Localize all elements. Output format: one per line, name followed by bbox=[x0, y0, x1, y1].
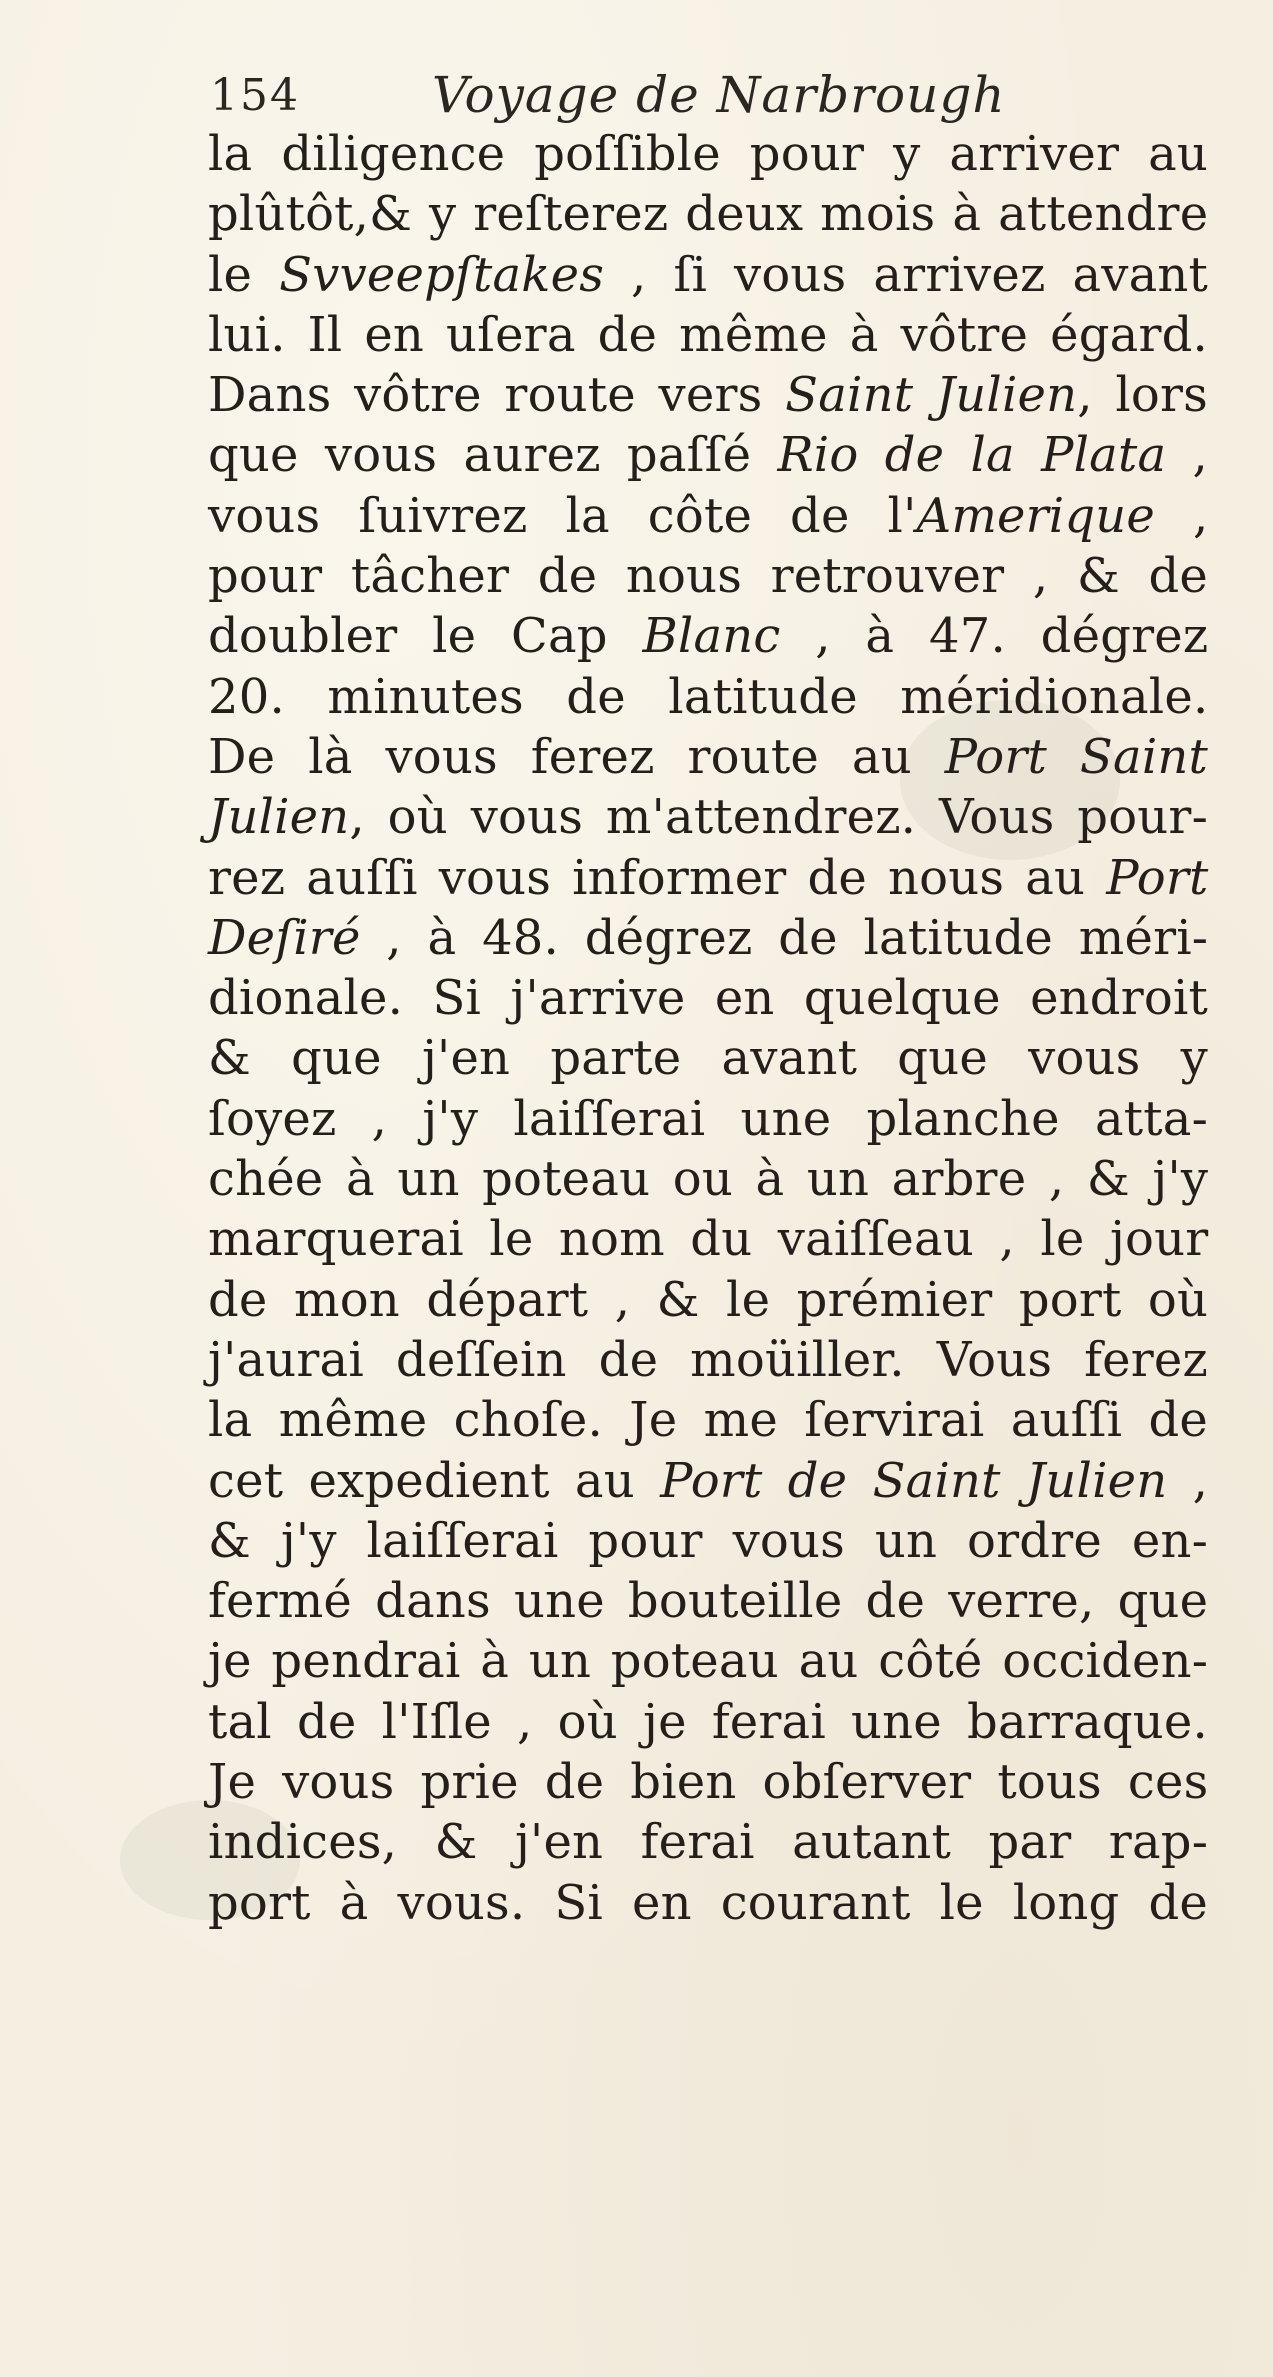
text-segment: que vous aurez paſſé bbox=[208, 427, 778, 484]
text-line bbox=[208, 1028, 1208, 1088]
text-segment: Dans vôtre route vers bbox=[208, 367, 786, 424]
text-line bbox=[208, 305, 1208, 365]
text-segment: Je vous prie de bien obſerver tous ces bbox=[208, 1754, 1209, 1811]
text-line bbox=[208, 908, 1208, 968]
italic-segment: Port bbox=[1106, 849, 1209, 906]
text-segment: rez auſſi vous informer de nous au bbox=[208, 849, 1107, 906]
text-segment: ſoyez , j'y laiſſerai une planche atta- bbox=[208, 1090, 1208, 1147]
text-line bbox=[208, 1451, 1208, 1511]
italic-segment: Port de Saint Julien bbox=[660, 1452, 1168, 1509]
body-text bbox=[208, 124, 1208, 1933]
text-segment: , où vous m'attendrez. Vous pour- bbox=[349, 789, 1208, 846]
text-line bbox=[208, 1812, 1208, 1872]
text-segment: j'aurai deſſein de moüiller. Vous ferez bbox=[208, 1331, 1208, 1388]
text-segment: cet expedient au bbox=[208, 1452, 661, 1509]
text-line bbox=[208, 1692, 1208, 1752]
text-segment: , bbox=[1167, 1452, 1209, 1509]
text-line bbox=[208, 667, 1208, 727]
text-line bbox=[208, 1089, 1208, 1149]
text-segment: le bbox=[208, 246, 280, 303]
text-segment: doubler le Cap bbox=[208, 608, 643, 665]
text-line bbox=[208, 727, 1208, 787]
italic-segment: Port Saint bbox=[944, 728, 1208, 785]
text-segment: De là vous ferez route au bbox=[208, 728, 945, 785]
text-segment: dionale. Si j'arrive en quelque endroit bbox=[208, 970, 1208, 1027]
text-line bbox=[208, 968, 1208, 1028]
text-line bbox=[208, 425, 1208, 485]
text-segment: je pendrai à un poteau au côté occiden- bbox=[208, 1633, 1209, 1690]
text-segment: 20. minutes de latitude méridionale. bbox=[208, 668, 1209, 725]
text-segment: , à 48. dégrez de latitude méri- bbox=[360, 909, 1209, 966]
text-segment: , ſi vous arrivez avant bbox=[604, 246, 1208, 303]
text-line bbox=[208, 1330, 1208, 1390]
text-segment: vous ſuivrez la côte de l' bbox=[208, 487, 917, 544]
text-line bbox=[208, 1209, 1208, 1269]
italic-segment: Saint Julien bbox=[785, 367, 1078, 424]
text-segment: , lors bbox=[1077, 367, 1208, 424]
text-line bbox=[208, 546, 1208, 606]
text-line bbox=[208, 1270, 1208, 1330]
text-segment: tal de l'Iſle , où je ferai une barraque. bbox=[208, 1693, 1208, 1750]
text-line bbox=[208, 124, 1208, 184]
text-segment: , bbox=[1155, 487, 1209, 544]
text-line bbox=[208, 606, 1208, 666]
running-title: Voyage de Narbrough bbox=[432, 66, 1006, 124]
page-number: 154 bbox=[210, 70, 300, 121]
italic-segment: Svveepſtakes bbox=[279, 246, 605, 303]
text-segment: plûtôt,& y reſterez deux mois à attendre bbox=[208, 186, 1209, 243]
text-line bbox=[208, 787, 1208, 847]
text-segment: pour tâcher de nous retrouver , & de bbox=[208, 548, 1209, 605]
text-line bbox=[208, 848, 1208, 908]
text-segment: port à vous. Si en courant le long de bbox=[208, 1874, 1208, 1931]
text-segment: , à 47. dégrez bbox=[780, 608, 1209, 665]
text-line bbox=[208, 1873, 1208, 1933]
text-line bbox=[208, 1752, 1208, 1812]
text-line bbox=[208, 1149, 1208, 1209]
text-line bbox=[208, 1571, 1208, 1631]
text-segment: chée à un poteau ou à un arbre , & j'y bbox=[208, 1151, 1209, 1208]
text-segment: indices, & j'en ferai autant par rap- bbox=[208, 1814, 1209, 1871]
italic-segment: Amerique bbox=[916, 487, 1155, 544]
text-line bbox=[208, 365, 1208, 425]
text-segment: fermé dans une bouteille de verre, que bbox=[208, 1573, 1209, 1630]
italic-segment: Blanc bbox=[642, 608, 781, 665]
text-line bbox=[208, 1390, 1208, 1450]
text-segment: lui. Il en uſera de même à vôtre égard. bbox=[208, 306, 1208, 363]
text-line bbox=[208, 1631, 1208, 1691]
italic-segment: Rio de la Plata bbox=[777, 427, 1167, 484]
text-segment: marquerai le nom du vaiſſeau , le jour bbox=[208, 1211, 1209, 1268]
text-line bbox=[208, 245, 1208, 305]
text-segment: & j'y laiſſerai pour vous un ordre en- bbox=[208, 1512, 1208, 1569]
text-segment: de mon départ , & le prémier port où bbox=[208, 1271, 1209, 1328]
text-segment: la diligence poſſible pour y arriver au bbox=[208, 126, 1208, 182]
text-line bbox=[208, 184, 1208, 244]
text-line bbox=[208, 486, 1208, 546]
text-segment: , bbox=[1166, 427, 1209, 484]
text-segment: & que j'en parte avant que vous y bbox=[208, 1030, 1208, 1087]
text-line bbox=[208, 1511, 1208, 1571]
italic-segment: Julien bbox=[208, 789, 350, 846]
italic-segment: Deſiré bbox=[208, 909, 361, 966]
text-segment: la même choſe. Je me ſervirai auſſi de bbox=[208, 1392, 1208, 1449]
